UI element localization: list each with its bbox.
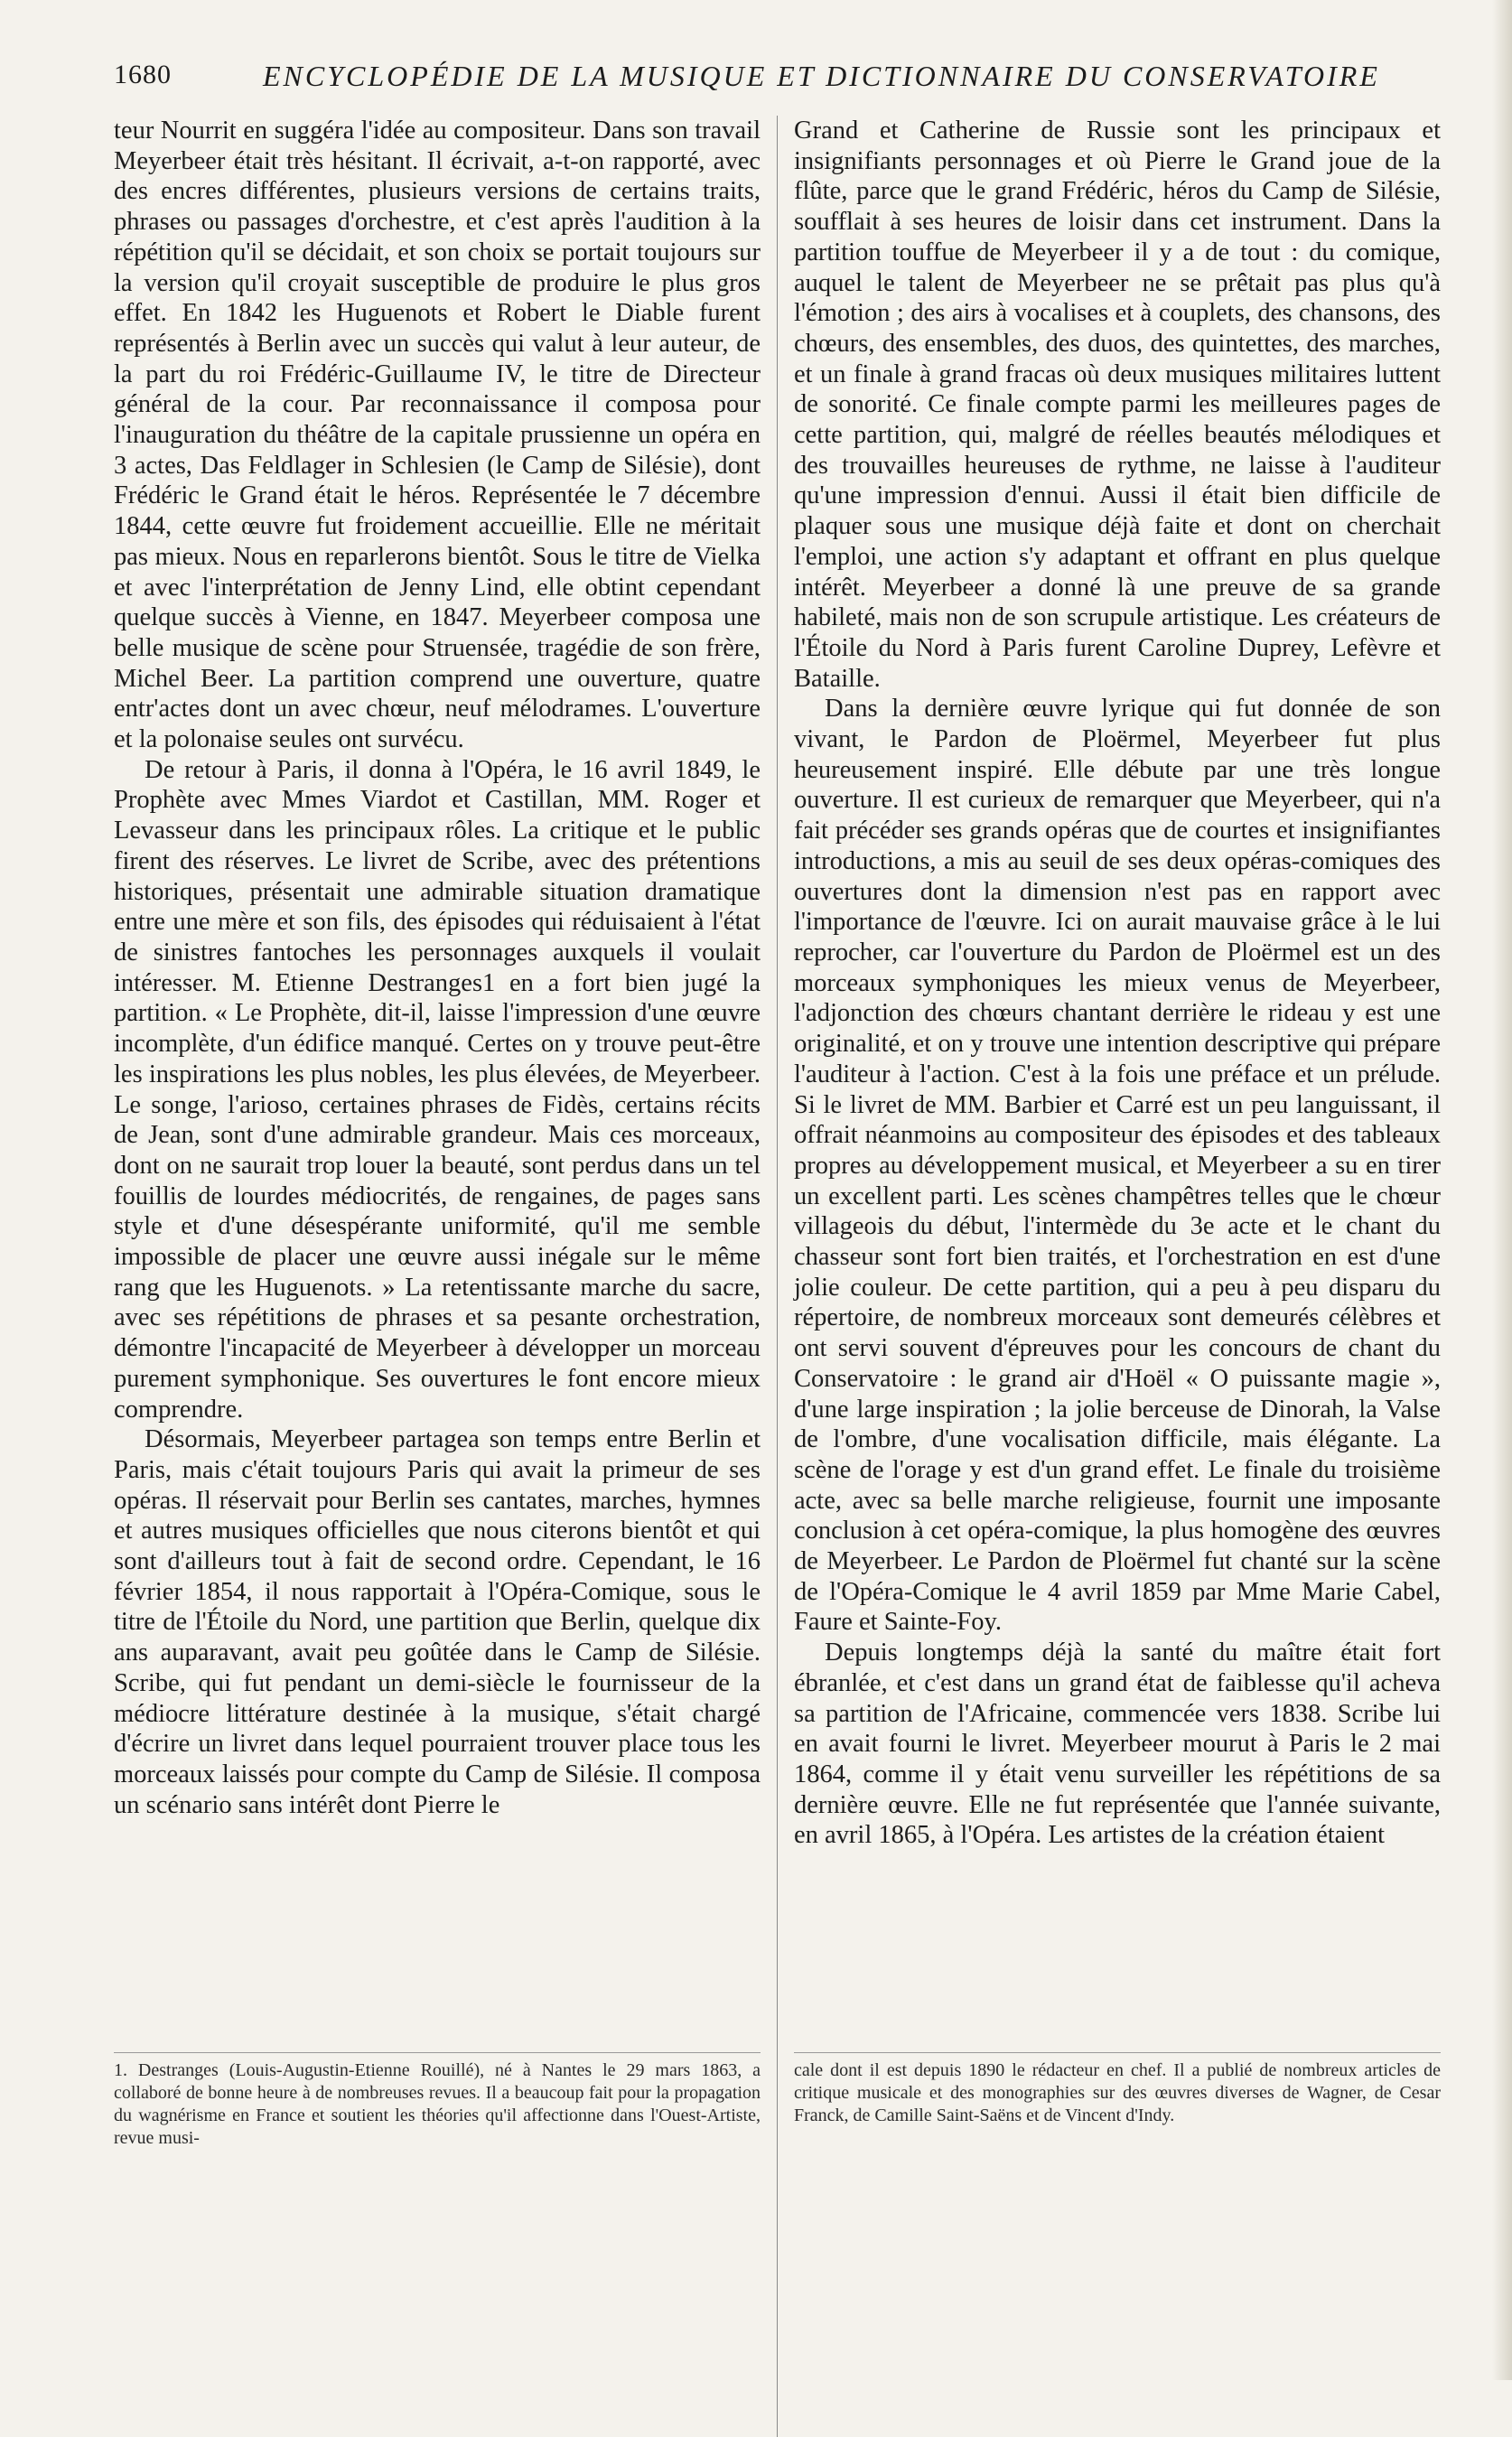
paragraph: Grand et Catherine de Russie sont les principaux et insignifiants personnages et où Pierre le Grand joue de la flûte, parce que le grand Frédéric, héros du Camp de Silésie, soufflait à ses heures de loisir dans cet instrument. Dans la partition touffue de Meyerbeer il y a de tout : du comique, auquel le talent de Meyerbeer ne se prêtait pas plus qu'à l'émotion ; des airs à vocalises et à couplets, des chansons, des chœurs, des ensembles, des duos, des quintettes, des marches, et un finale à grand fracas où deux musiques militaires luttent de sonorité. Ce finale compte parmi les meilleures pages de cette partition, qui, malgré de réelles beautés mélodiques et des trouvailles heureuses de rythme, ne laisse à l'auditeur qu'une impression d'ennui. Aussi il était bien difficile de plaquer sous une musique déjà faite et dont on cherchait l'emploi, une action s'y adaptant et offrant en plus quelque intérêt. Meyerbeer a donné là une preuve de sa grande habileté, mais non de son scrupule artistique. Les créateurs de l'Étoile du Nord à Paris furent Caroline Duprey, Lefèvre et Bataille. [794, 117, 1441, 693]
page-edge-shadow [1492, 0, 1512, 2380]
page-number: 1680 [114, 60, 172, 89]
column-divider [777, 116, 778, 2437]
page-header [114, 52, 1442, 96]
paragraph: Depuis longtemps déjà la santé du maître était fort ébranlée, et c'est dans un grand état de faiblesse qu'il acheva sa partition de l'Africaine, commencée vers 1838. Scribe lui en avait fourni le livret. Meyerbeer mourut à Paris le 2 mai 1864, comme il y était venu surveiller les répétitions de sa dernière œuvre. Elle ne fut représentée que l'année suivante, en avril 1865, à l'Opéra. Les artistes de la création étaient [794, 1639, 1441, 1850]
footnote-right: cale dont il est depuis 1890 le rédacteur en chef. Il a publié de nombreux articles de critique musicale et des monographies sur des œuvres diverses de Wagner, de Cesar Franck, de Camille Saint-Saëns et de Vincent d'Indy. [794, 2060, 1441, 2125]
paragraph: Désormais, Meyerbeer partagea son temps entre Berlin et Paris, mais c'était toujours Paris qui avait la primeur de ses opéras. Il réservait pour Berlin ses cantates, marches, hymnes et autres musiques officielles que nous citerons bientôt et qui sont d'ailleurs tout à fait de second ordre. Cependant, le 16 février 1854, il nous rapportait à l'Opéra-Comique, sous le titre de l'Étoile du Nord, une partition que Berlin, quelque dix ans auparavant, avait peu goûtée dans le Camp de Silésie. Scribe, qui fut pendant un demi-siècle le fournisseur de la médiocre littérature destinée à la musique, s'était chargé d'écrire un livret dans lequel pourraient trouver place tous les morceaux laissés pour compte du Camp de Silésie. Il composa un scénario sans intérêt dont Pierre le [114, 1425, 761, 1819]
footnote-rule [114, 2052, 761, 2053]
running-title: ENCYCLOPÉDIE DE LA MUSIQUE ET DICTIONNAIRE DU CONSERVATOIRE [263, 60, 1380, 92]
left-column [114, 116, 761, 1820]
paragraph: De retour à Paris, il donna à l'Opéra, le 16 avril 1849, le Prophète avec Mmes Viardot et Castillan, MM. Roger et Levasseur dans les principaux rôles. La critique et le public firent des réserves. Le livret de Scribe, avec des prétentions historiques, présentait une admirable situation dramatique entre une mère et son fils, des épisodes qui réduisaient à l'état de sinistres fantoches les personnages auxquels il voulait intéresser. M. Etienne Destranges1 en a fort bien jugé la partition. « Le Prophète, dit-il, laisse l'impression d'une œuvre incomplète, d'un édifice manqué. Certes on y trouve peut-être les inspirations les plus nobles, les plus élevées, de Meyerbeer. Le songe, l'arioso, certaines phrases de Fidès, certains récits de Jean, sont d'une admirable grandeur. Mais ces morceaux, dont on ne saurait trop louer la beauté, sont perdus dans un tel fouillis de lourdes médiocrités, de rengaines, de pages sans style et d'une désespérante uniformité, qu'il me semble impossible de placer une œuvre aussi inégale sur le même rang que les Huguenots. » La retentissante marche du sacre, avec ses répétitions de phrases et sa pesante orchestration, démontre l'incapacité de Meyerbeer à développer un morceau purement symphonique. Ses ouvertures le font encore mieux comprendre. [114, 755, 761, 1424]
paragraph: Dans la dernière œuvre lyrique qui fut donnée de son vivant, le Pardon de Ploërmel, Meyerbeer fut plus heureusement inspiré. Elle débute par une très longue ouverture. Il est curieux de remarquer que Meyerbeer, qui n'a fait précéder ses grands opéras que de courtes et insignifiantes introductions, a mis au seuil de ses deux opéras-comiques des ouvertures dont la dimension n'est pas en rapport avec l'importance de l'œuvre. Ici on aurait mauvaise grâce à le lui reprocher, car l'ouverture du Pardon de Ploërmel est un des morceaux symphoniques les mieux venus de Meyerbeer, l'adjonction des chœurs chantant derrière le rideau y est une originalité, et on y trouve une intention descriptive qui prépare l'auditeur à l'action. C'est à la fois une préface et un prélude. Si le livret de MM. Barbier et Carré est un peu languissant, il offrait néanmoins au compositeur des épisodes et des tableaux propres au développement musical, et Meyerbeer a su en tirer un excellent parti. Les scènes champêtres telles que le chœur villageois du début, l'intermède du 3e acte et le chant du chasseur sont fort bien traités, et l'orchestration en est d'une jolie couleur. De cette partition, qui a peu à peu disparu du répertoire, de nombreux morceaux sont demeurés célèbres et ont servi souvent d'épreuves pour les concours de chant du Conservatoire : le grand air d'Hoël « O puissante magie », d'une large inspiration ; la jolie berceuse de Dinorah, la Valse de l'ombre, d'une vocalisation difficile, mais élégante. La scène de l'orage y est d'un grand effet. Le finale du troisième acte, avec sa belle marche religieuse, fournit une imposante conclusion à cet opéra-comique, la plus homogène des œuvres de Meyerbeer. Le Pardon de Ploërmel fut chanté sur la scène de l'Opéra-Comique le 4 avril 1859 par Mme Marie Cabel, Faure et Sainte-Foy. [794, 695, 1441, 1637]
right-column [794, 116, 1441, 1851]
paragraph: teur Nourrit en suggéra l'idée au compositeur. Dans son travail Meyerbeer était très hésitant. Il écrivait, a-t-on rapporté, avec des encres différentes, plusieurs versions de certains traits, phrases ou passages d'orchestre, et c'est après l'audition à la répétition qu'il se décidait, et son choix se portait toujours sur la version qu'il croyait susceptible de produire le plus gros effet. En 1842 les Huguenots et Robert le Diable furent représentés à Berlin avec un succès qui valut à leur auteur, de la part du roi Frédéric-Guillaume IV, le titre de Directeur général de la cour. Par reconnaissance il composa pour l'inauguration du théâtre de la capitale prussienne un opéra en 3 actes, Das Feldlager in Schlesien (le Camp de Silésie), dont Frédéric le Grand était le héros. Représentée le 7 décembre 1844, cette œuvre fut froidement accueillie. Elle ne méritait pas mieux. Nous en reparlerons bientôt. Sous le titre de Vielka et avec l'interprétation de Jenny Lind, elle obtint cependant quelque succès à Vienne, en 1847. Meyerbeer composa une belle musique de scène pour Struensée, tragédie de son frère, Michel Beer. La partition comprend une ouverture, quatre entr'actes dont un avec chœur, neuf mélodrames. L'ouverture et la polonaise seules ont survécu. [114, 117, 761, 754]
footnote-left: 1. Destranges (Louis-Augustin-Etienne Rouillé), né à Nantes le 29 mars 1863, a collaboré de bonne heure à de nombreuses revues. Il a beaucoup fait pour la propagation du wagnérisme en France et soutient les théories qu'il affectionne dans l'Ouest-Artiste, revue musi- [114, 2060, 761, 2148]
footnote-rule [794, 2052, 1441, 2053]
